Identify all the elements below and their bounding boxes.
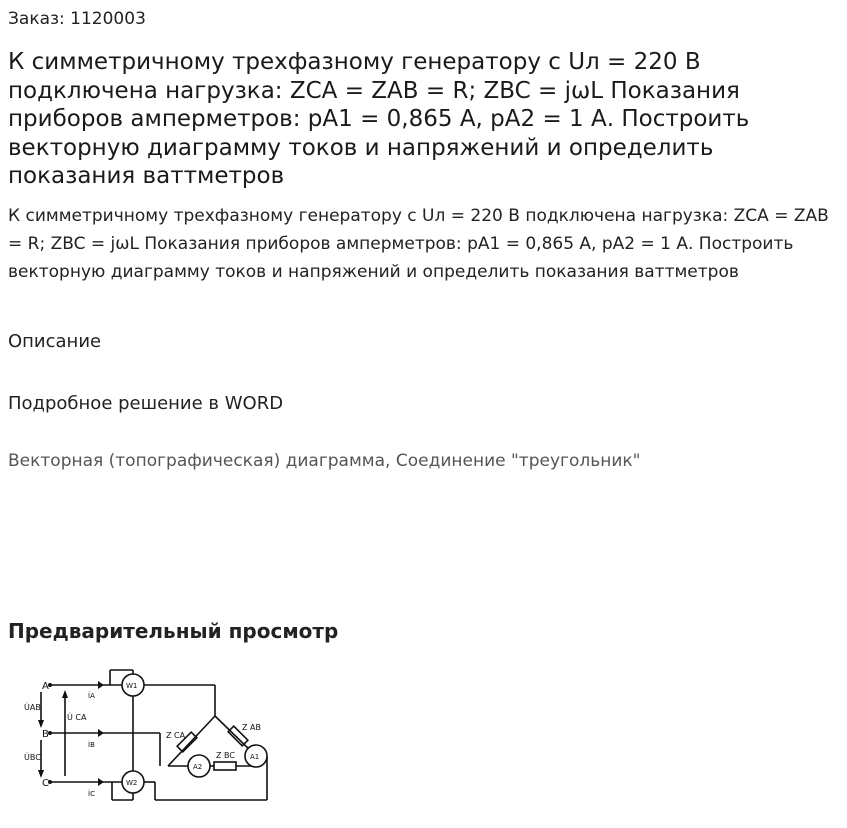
impedance-zab-label: Z AB [242, 723, 261, 732]
wattmeter-w2-label: W2 [126, 779, 138, 787]
circuit-diagram-svg [20, 660, 280, 810]
solution-format-text: Подробное решение в WORD [8, 393, 284, 414]
node-b-label: B [42, 729, 49, 740]
node-a-label: A [42, 681, 49, 692]
impedance-zbc-label: Z BC [216, 751, 235, 760]
product-description: К симметричному трехфазному генератору с Uл = 220 В подключена нагрузка: ZCA = ZAB = R; ZBC = jωL Показания приборов амперметров: pA1 = 0,865 А, pA2 = 1 А. Построить векторную диаграмму токов и напряжений и определить показания ваттметров [8, 206, 829, 282]
ammeter-a1-label: A1 [250, 753, 260, 761]
current-ia-label: İA [88, 692, 95, 700]
tag-separator: , [385, 451, 396, 471]
voltage-uca-label: U̇ CA [67, 713, 87, 722]
product-title: К симметричному трехфазному генератору с Uл = 220 В подключена нагрузка: ZCA = ZAB = R; ZBC = jωL Показания приборов амперметров: pA1 = 0,865 А, pA2 = 1 А. Построить векторную диаграмму токов и напряжений и определить показания ваттметров [8, 49, 750, 189]
wattmeter-w1-label: W1 [126, 682, 138, 690]
tag-list [8, 451, 641, 471]
current-ic-label: İC [88, 790, 95, 798]
current-ib-label: İB [88, 741, 95, 749]
impedance-zca-label: Z CA [166, 731, 186, 740]
order-number: Заказ: 1120003 [8, 9, 146, 29]
node-c-label: C [42, 778, 49, 789]
tag-vector-diagram[interactable]: Векторная (топографическая) диаграмма [8, 451, 386, 471]
voltage-ubc-label: U̇BC [24, 753, 41, 762]
tag-delta-connection[interactable]: Соединение "треугольник" [395, 451, 641, 471]
voltage-uab-label: U̇AB [24, 703, 41, 712]
ammeter-a2-label: A2 [193, 763, 203, 771]
circuit-diagram-preview[interactable] [20, 660, 280, 810]
preview-heading: Предварительный просмотр [8, 619, 339, 643]
description-section-label: Описание [8, 331, 102, 352]
